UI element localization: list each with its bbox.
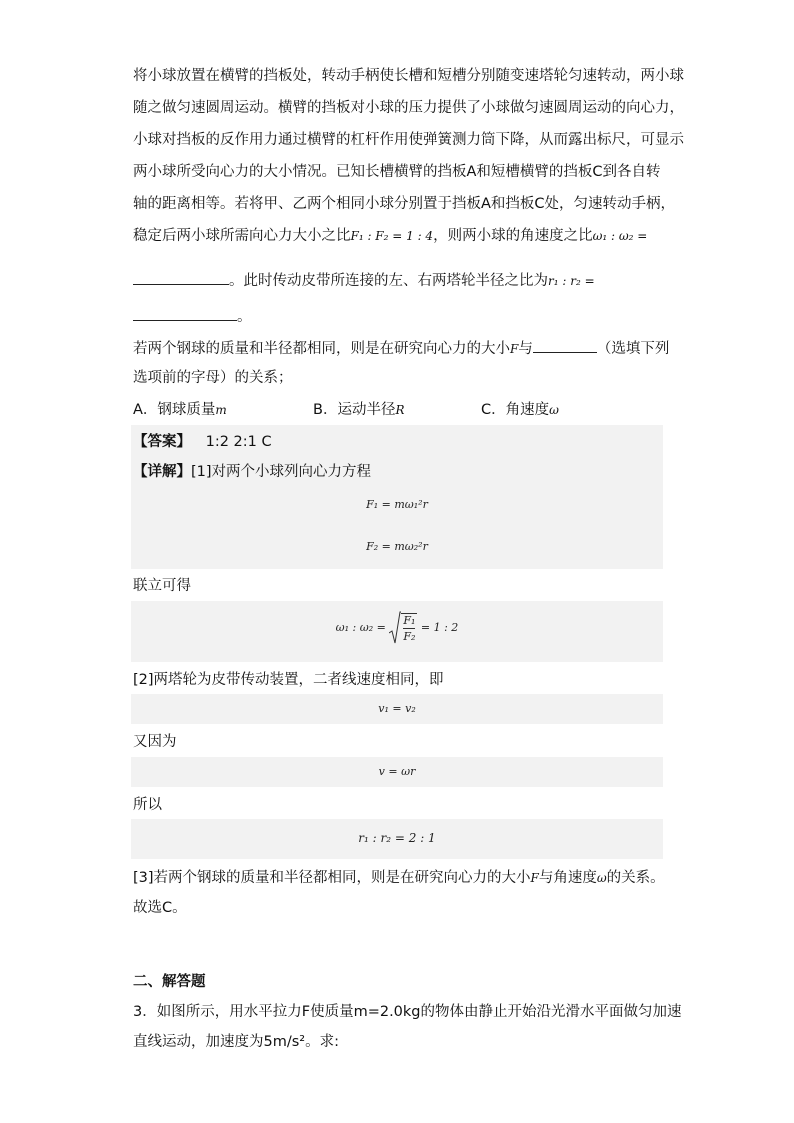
detail-line3: [2]两塔轮为皮带传动装置，二者线速度相同，即 bbox=[133, 672, 444, 688]
option-b-text: B．运动半径 bbox=[313, 402, 396, 418]
detail-label: 【详解】 bbox=[133, 464, 191, 480]
option-c-text: C．角速度 bbox=[481, 402, 550, 418]
para1-line8 bbox=[133, 306, 252, 327]
detail-line5: 所以 bbox=[133, 797, 162, 813]
para1-line8-text: 。 bbox=[237, 309, 252, 325]
equation3-right: = 1 : 2 bbox=[420, 621, 459, 634]
option-c bbox=[481, 400, 559, 420]
section-title: 二、解答题 bbox=[133, 974, 206, 990]
fraction bbox=[401, 613, 417, 644]
detail-line6-text-c: 的关系。 bbox=[606, 870, 665, 886]
option-b bbox=[313, 400, 405, 420]
para2-line1-text-b: 与 bbox=[518, 341, 533, 357]
answer-blank-1[interactable] bbox=[133, 270, 229, 285]
para1-line5: 轴的距离相等。若将甲、乙两个相同小球分别置于挡板A和挡板C处，匀速转动手柄， bbox=[133, 196, 676, 212]
angular-ratio-formula: ω₁ : ω₂ = bbox=[592, 229, 648, 243]
detail-force-symbol: F bbox=[530, 871, 539, 885]
para2-line2: 选项前的字母）的关系； bbox=[133, 370, 293, 386]
equation-r-ratio: r₁ : r₂ = 2 : 1 bbox=[358, 831, 436, 845]
detail-line1-text: [1]对两个小球列向心力方程 bbox=[191, 464, 372, 480]
equation-f1: F₁ = mω₁²r bbox=[366, 498, 428, 511]
para1-line4: 两小球所受向心力的大小情况。已知长槽横臂的挡板A和短槽横臂的挡板C到各自转 bbox=[133, 164, 661, 180]
question3-line1: 3．如图所示，用水平拉力F使质量m=2.0kg的物体由静止开始沿光滑水平面做匀加速 bbox=[133, 1004, 682, 1020]
detail-line6-text-b: 与角速度 bbox=[538, 870, 597, 886]
para2-line1 bbox=[133, 338, 669, 359]
detail-line4: 又因为 bbox=[133, 734, 177, 750]
equation-omega-ratio bbox=[131, 611, 663, 645]
para1-line2: 随之做匀速圆周运动。横臂的挡板对小球的压力提供了小球做匀速圆周运动的向心力， bbox=[133, 100, 684, 116]
force-symbol: F bbox=[510, 342, 519, 356]
equation-v-omega-r: v = ωr bbox=[378, 765, 416, 778]
detail-line1 bbox=[133, 462, 371, 482]
para1-line6-text-a: 稳定后两小球所需向心力大小之比 bbox=[133, 228, 351, 244]
para1-line7-text: 。此时传动皮带所连接的左、右两塔轮半径之比为 bbox=[229, 273, 548, 289]
question3-line2: 直线运动，加速度为5m/s²。求: bbox=[133, 1034, 339, 1050]
answer-label: 【答案】 bbox=[133, 434, 191, 450]
detail-line6 bbox=[133, 868, 665, 888]
para1-line1: 将小球放置在横臂的挡板处，转动手柄使长槽和短槽分别随变速塔轮匀速转动，两小球 bbox=[133, 68, 684, 84]
force-ratio-formula: F₁ : F₂ = 1 : 4 bbox=[350, 229, 434, 243]
equation-v1-v2: v₁ = v₂ bbox=[378, 702, 416, 715]
option-c-symbol: ω bbox=[549, 403, 559, 417]
detail-line7: 故选C。 bbox=[133, 900, 187, 916]
radius-ratio-formula: r₁ : r₂ = bbox=[548, 274, 595, 288]
equation3-left: ω₁ : ω₂ = bbox=[335, 621, 386, 634]
option-a-text: A．钢球质量 bbox=[133, 402, 216, 418]
radical-icon bbox=[389, 611, 401, 645]
para1-line7 bbox=[133, 270, 595, 291]
para2-line1-text-a: 若两个钢球的质量和半径都相同，则是在研究向心力的大小 bbox=[133, 341, 510, 357]
para1-line3: 小球对挡板的反作用力通过横臂的杠杆作用使弹簧测力筒下降，从而露出标尺，可显示 bbox=[133, 132, 684, 148]
fraction-denominator: F₂ bbox=[403, 629, 416, 643]
detail-line2: 联立可得 bbox=[133, 578, 191, 594]
fraction-numerator: F₁ bbox=[403, 613, 416, 627]
detail-omega-symbol: ω bbox=[596, 871, 607, 885]
answer-blank-3[interactable] bbox=[533, 338, 597, 353]
para1-line6 bbox=[133, 226, 647, 246]
equation-f2: F₂ = mω₂²r bbox=[366, 540, 428, 553]
option-a-symbol: m bbox=[215, 403, 227, 417]
para2-line1-text-c: （选填下列 bbox=[596, 341, 670, 357]
option-a bbox=[133, 400, 227, 420]
sqrt-symbol bbox=[389, 611, 417, 645]
option-b-symbol: R bbox=[395, 403, 405, 417]
detail-line6-text-a: [3]若两个钢球的质量和半径都相同，则是在研究向心力的大小 bbox=[133, 870, 531, 886]
para1-line6-text-b: ，则两小球的角速度之比 bbox=[433, 228, 593, 244]
answer-blank-2[interactable] bbox=[133, 306, 237, 321]
answer-values: 1:2 2:1 C bbox=[205, 434, 272, 450]
answer-line bbox=[133, 432, 272, 452]
